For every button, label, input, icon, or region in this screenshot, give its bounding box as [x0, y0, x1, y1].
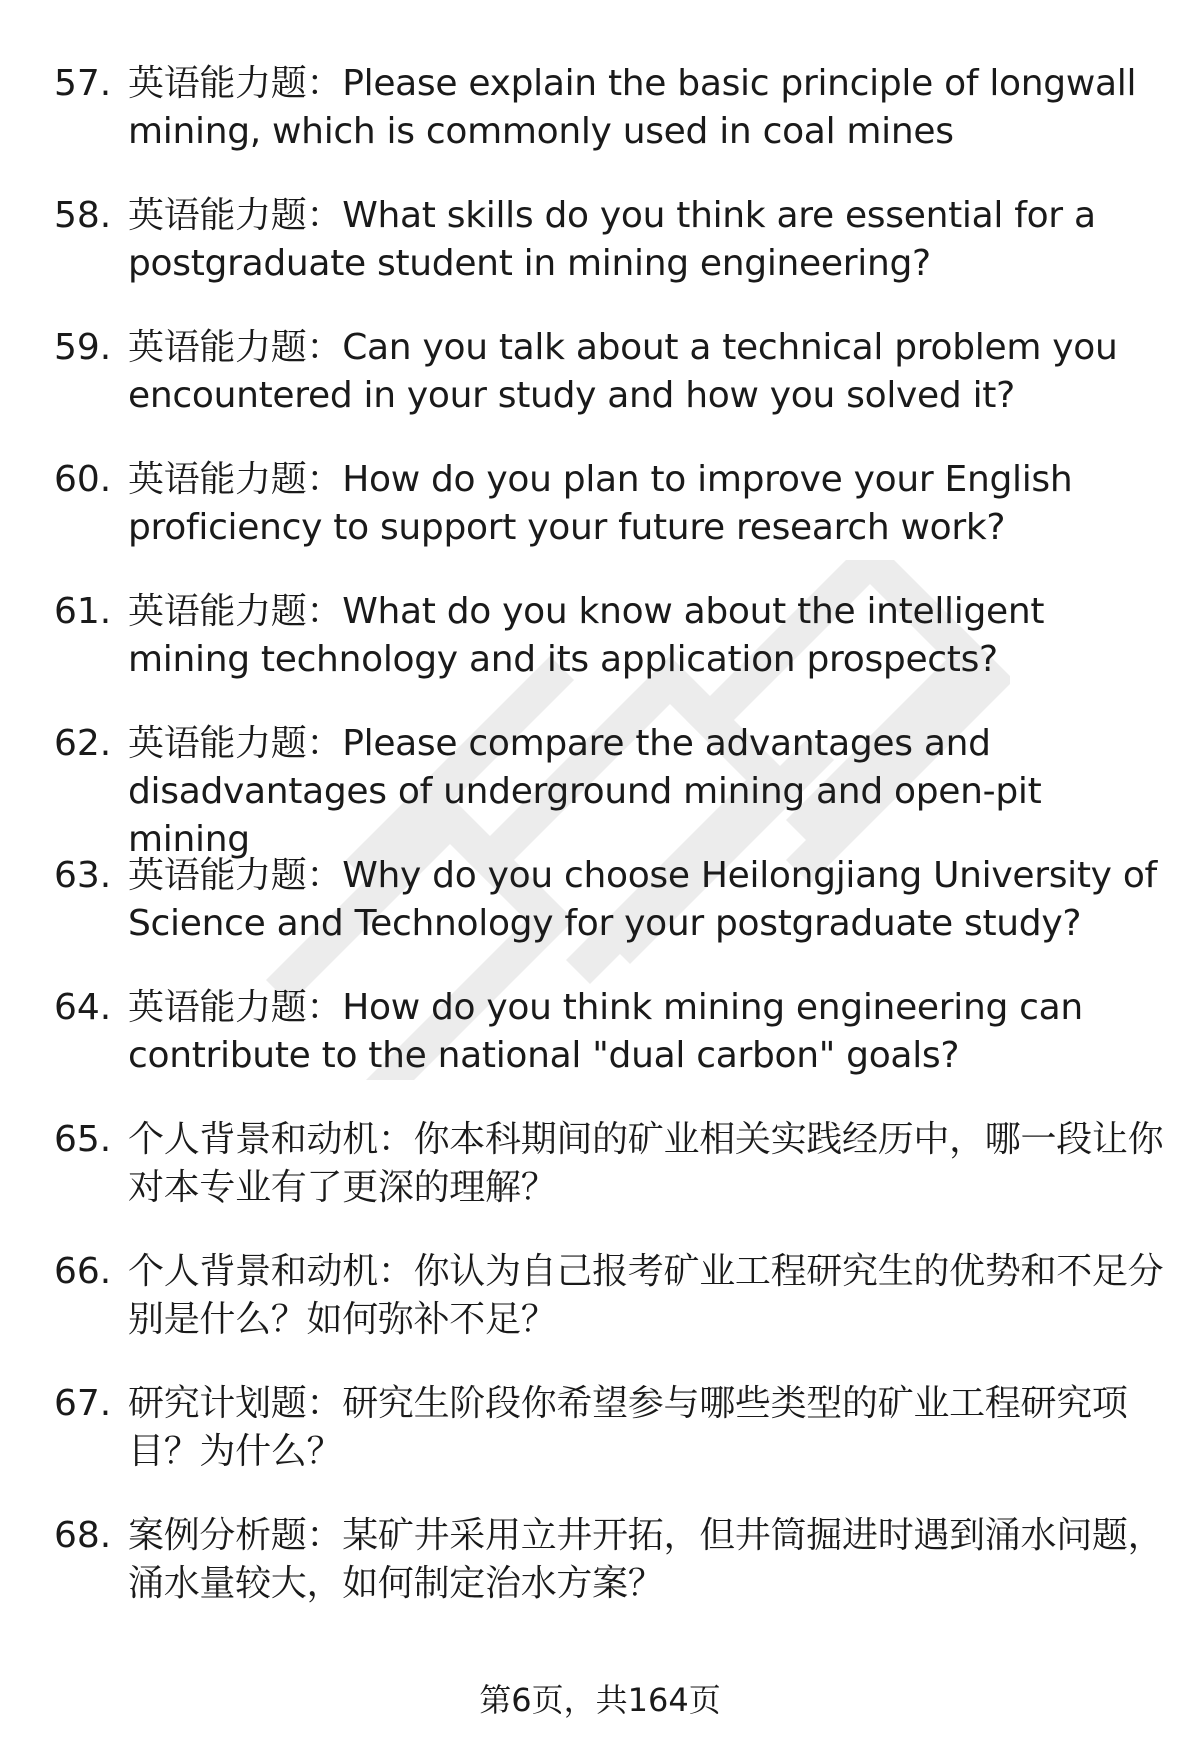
question-category: 英语能力题： [128, 459, 343, 500]
question-body: Why do you choose Heilongjiang University of Science and Technology for your postgraduate study? [128, 855, 1157, 944]
question-number: 61. [54, 591, 112, 632]
question-list [0, 60, 1200, 1644]
question-category: 英语能力题： [128, 723, 343, 764]
question-number: 57. [54, 63, 112, 104]
question-category: 英语能力题： [128, 591, 343, 632]
question-category: 英语能力题： [128, 195, 343, 236]
question-body: How do you plan to improve your English proficiency to support your future research work? [128, 459, 1073, 548]
question-number: 65. [54, 1119, 112, 1160]
question-number: 66. [54, 1251, 112, 1292]
question-body: Please compare the advantages and disadvantages of underground mining and open-pit mining [128, 723, 1042, 860]
question-item [0, 1512, 1200, 1644]
question-category: 案例分析题： [128, 1515, 343, 1556]
question-category: 英语能力题： [128, 63, 343, 104]
question-category: 英语能力题： [128, 327, 343, 368]
question-text [128, 60, 1168, 156]
question-item [0, 588, 1200, 720]
question-body: 某矿井采用立井开拓，但井筒掘进时遇到涌水问题，涌水量较大，如何制定治水方案？ [128, 1515, 1164, 1604]
question-number: 62. [54, 723, 112, 764]
question-body: Can you talk about a technical problem you encountered in your study and how you solved it? [128, 327, 1118, 416]
question-text [128, 324, 1168, 420]
question-category: 英语能力题： [128, 987, 343, 1028]
question-number: 67. [54, 1383, 112, 1424]
question-body: Please explain the basic principle of longwall mining, which is commonly used in coal mines [128, 63, 1137, 152]
question-text [128, 1512, 1168, 1608]
question-text [128, 984, 1168, 1080]
question-text [128, 1248, 1168, 1344]
question-item [0, 852, 1200, 984]
question-number: 59. [54, 327, 112, 368]
question-category: 研究计划题： [128, 1383, 343, 1424]
question-category: 英语能力题： [128, 855, 343, 896]
question-item [0, 456, 1200, 588]
question-body: How do you think mining engineering can contribute to the national "dual carbon" goals? [128, 987, 1083, 1076]
question-body: 你认为自己报考矿业工程研究生的优势和不足分别是什么？如何弥补不足？ [128, 1251, 1164, 1340]
question-text [128, 852, 1168, 948]
question-item [0, 192, 1200, 324]
question-body: 你本科期间的矿业相关实践经历中，哪一段让你对本专业有了更深的理解？ [128, 1119, 1164, 1208]
question-text [128, 1116, 1168, 1212]
question-number: 63. [54, 855, 112, 896]
question-number: 64. [54, 987, 112, 1028]
question-item [0, 324, 1200, 456]
question-body: What skills do you think are essential for a postgraduate student in mining engineering? [128, 195, 1096, 284]
question-item [0, 984, 1200, 1116]
question-item [0, 1380, 1200, 1512]
page-footer: 第6页，共164页 [479, 1681, 721, 1719]
question-item [0, 1116, 1200, 1248]
question-number: 60. [54, 459, 112, 500]
question-category: 个人背景和动机： [128, 1119, 414, 1160]
question-item [0, 60, 1200, 192]
question-text [128, 1380, 1168, 1476]
question-text [128, 192, 1168, 288]
question-text [128, 720, 1168, 864]
question-body: What do you know about the intelligent mining technology and its application prospects? [128, 591, 1045, 680]
question-text [128, 456, 1168, 552]
question-item [0, 720, 1200, 860]
question-number: 68. [54, 1515, 112, 1556]
question-item [0, 1248, 1200, 1380]
question-category: 个人背景和动机： [128, 1251, 414, 1292]
question-body: 研究生阶段你希望参与哪些类型的矿业工程研究项目？为什么？ [128, 1383, 1128, 1472]
question-text [128, 588, 1168, 684]
question-number: 58. [54, 195, 112, 236]
